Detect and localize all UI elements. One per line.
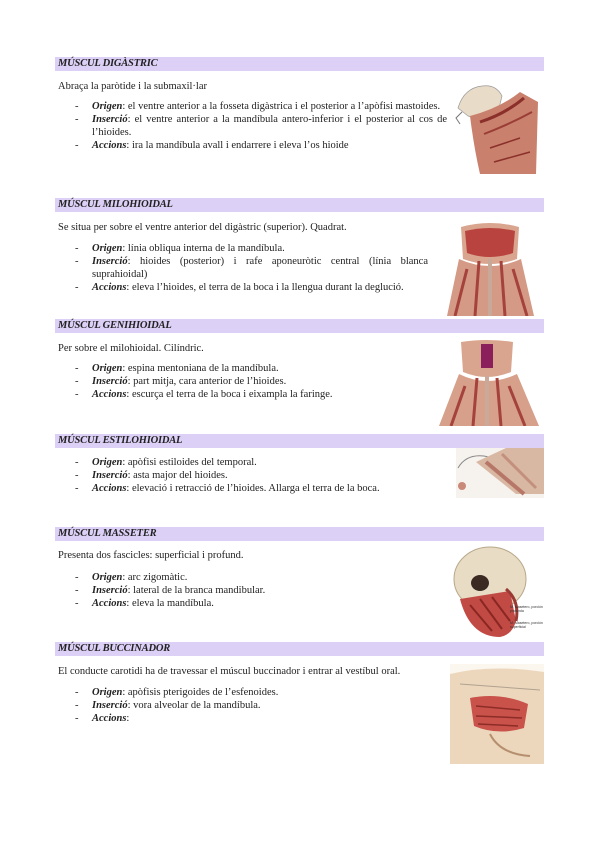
section-intro: El conducte carotidi ha de travessar el múscul buccinador i entrar al vestíbul oral. — [58, 666, 401, 677]
item-list — [55, 571, 447, 610]
list-item: - Origen: línia obliqua interna de la mandíbula. — [75, 243, 285, 254]
list-item: - Accions: escurça el terra de la boca i eixampla la faringe. — [75, 389, 333, 400]
digastric-figure — [450, 78, 544, 174]
estilohioidal-figure — [456, 448, 544, 498]
section-title: MÚSCUL BUCCINADOR — [55, 642, 544, 656]
section-intro: Per sobre el milohioidal. Cilíndric. — [58, 343, 204, 354]
milohioidal-figure — [437, 219, 544, 316]
masseter-figure — [450, 541, 544, 643]
list-item: - Inserció: part mitja, cara anterior de l’hioides. — [75, 376, 287, 387]
section-intro: Se situa per sobre el ventre anterior del digàstric (superior). Quadrat. — [58, 222, 347, 233]
buccinador-figure — [450, 664, 544, 764]
section-title: MÚSCUL GENIHIOIDAL — [55, 319, 544, 333]
section-title: MÚSCUL MILOHIOIDAL — [55, 198, 544, 212]
list-item: - Inserció: vora alveolar de la mandíbula. — [75, 700, 261, 711]
list-item: - Origen: el ventre anterior a la fosseta digàstrica i el posterior a l’apòfisi mastoides. — [75, 101, 441, 112]
list-item: - Inserció: hioides (posterior) i rafe aponeuròtic central (línia blanca suprahioidal) — [75, 256, 428, 280]
section-title: MÚSCUL DIGÀSTRIC — [55, 57, 544, 71]
list-item: - Accions: eleva l’hioides, el terra de la boca i la llengua durant la deglució. — [75, 282, 404, 293]
genihioidal-figure — [431, 338, 544, 426]
list-item: - Accions: eleva la mandíbula. — [75, 598, 214, 609]
list-item: - Origen: apòfisis pterigoides de l’esfenoides. — [75, 687, 279, 698]
item-list — [55, 242, 428, 294]
list-item: - Accions: elevació i retracció de l’hioides. Allarga el terra de la boca. — [75, 483, 380, 494]
list-item: - Accions: — [75, 713, 130, 724]
list-item: - Origen: espina mentoniana de la mandíbula. — [75, 363, 279, 374]
list-item: - Inserció: lateral de la branca mandibular. — [75, 585, 266, 596]
section-intro: Presenta dos fascicles: superficial i profund. — [58, 550, 244, 561]
section-title: MÚSCUL MASSETER — [55, 527, 544, 541]
item-list — [55, 100, 447, 152]
list-item: - Inserció: asta major del hioides. — [75, 470, 228, 481]
figure-label: M. Masetero, porción superficial — [510, 621, 543, 629]
list-item: - Origen: arc zigomàtic. — [75, 572, 188, 583]
item-list — [55, 362, 428, 401]
section-intro: Abraça la paròtide i la submaxil·lar — [58, 81, 207, 92]
list-item: - Accions: ira la mandíbula avall i endarrere i eleva l’os hioide — [75, 140, 349, 151]
figure-label: M. Masetero, porción profunda — [510, 605, 543, 613]
list-item: - Inserció: el ventre anterior a la mandíbula antero-inferior i el posterior al cos de l’hioides. — [75, 114, 447, 138]
item-list — [55, 456, 447, 495]
section-title: MÚSCUL ESTILOHIOIDAL — [55, 434, 544, 448]
list-item: - Origen: apòfisi estiloides del temporal. — [75, 457, 257, 468]
item-list — [55, 686, 447, 725]
